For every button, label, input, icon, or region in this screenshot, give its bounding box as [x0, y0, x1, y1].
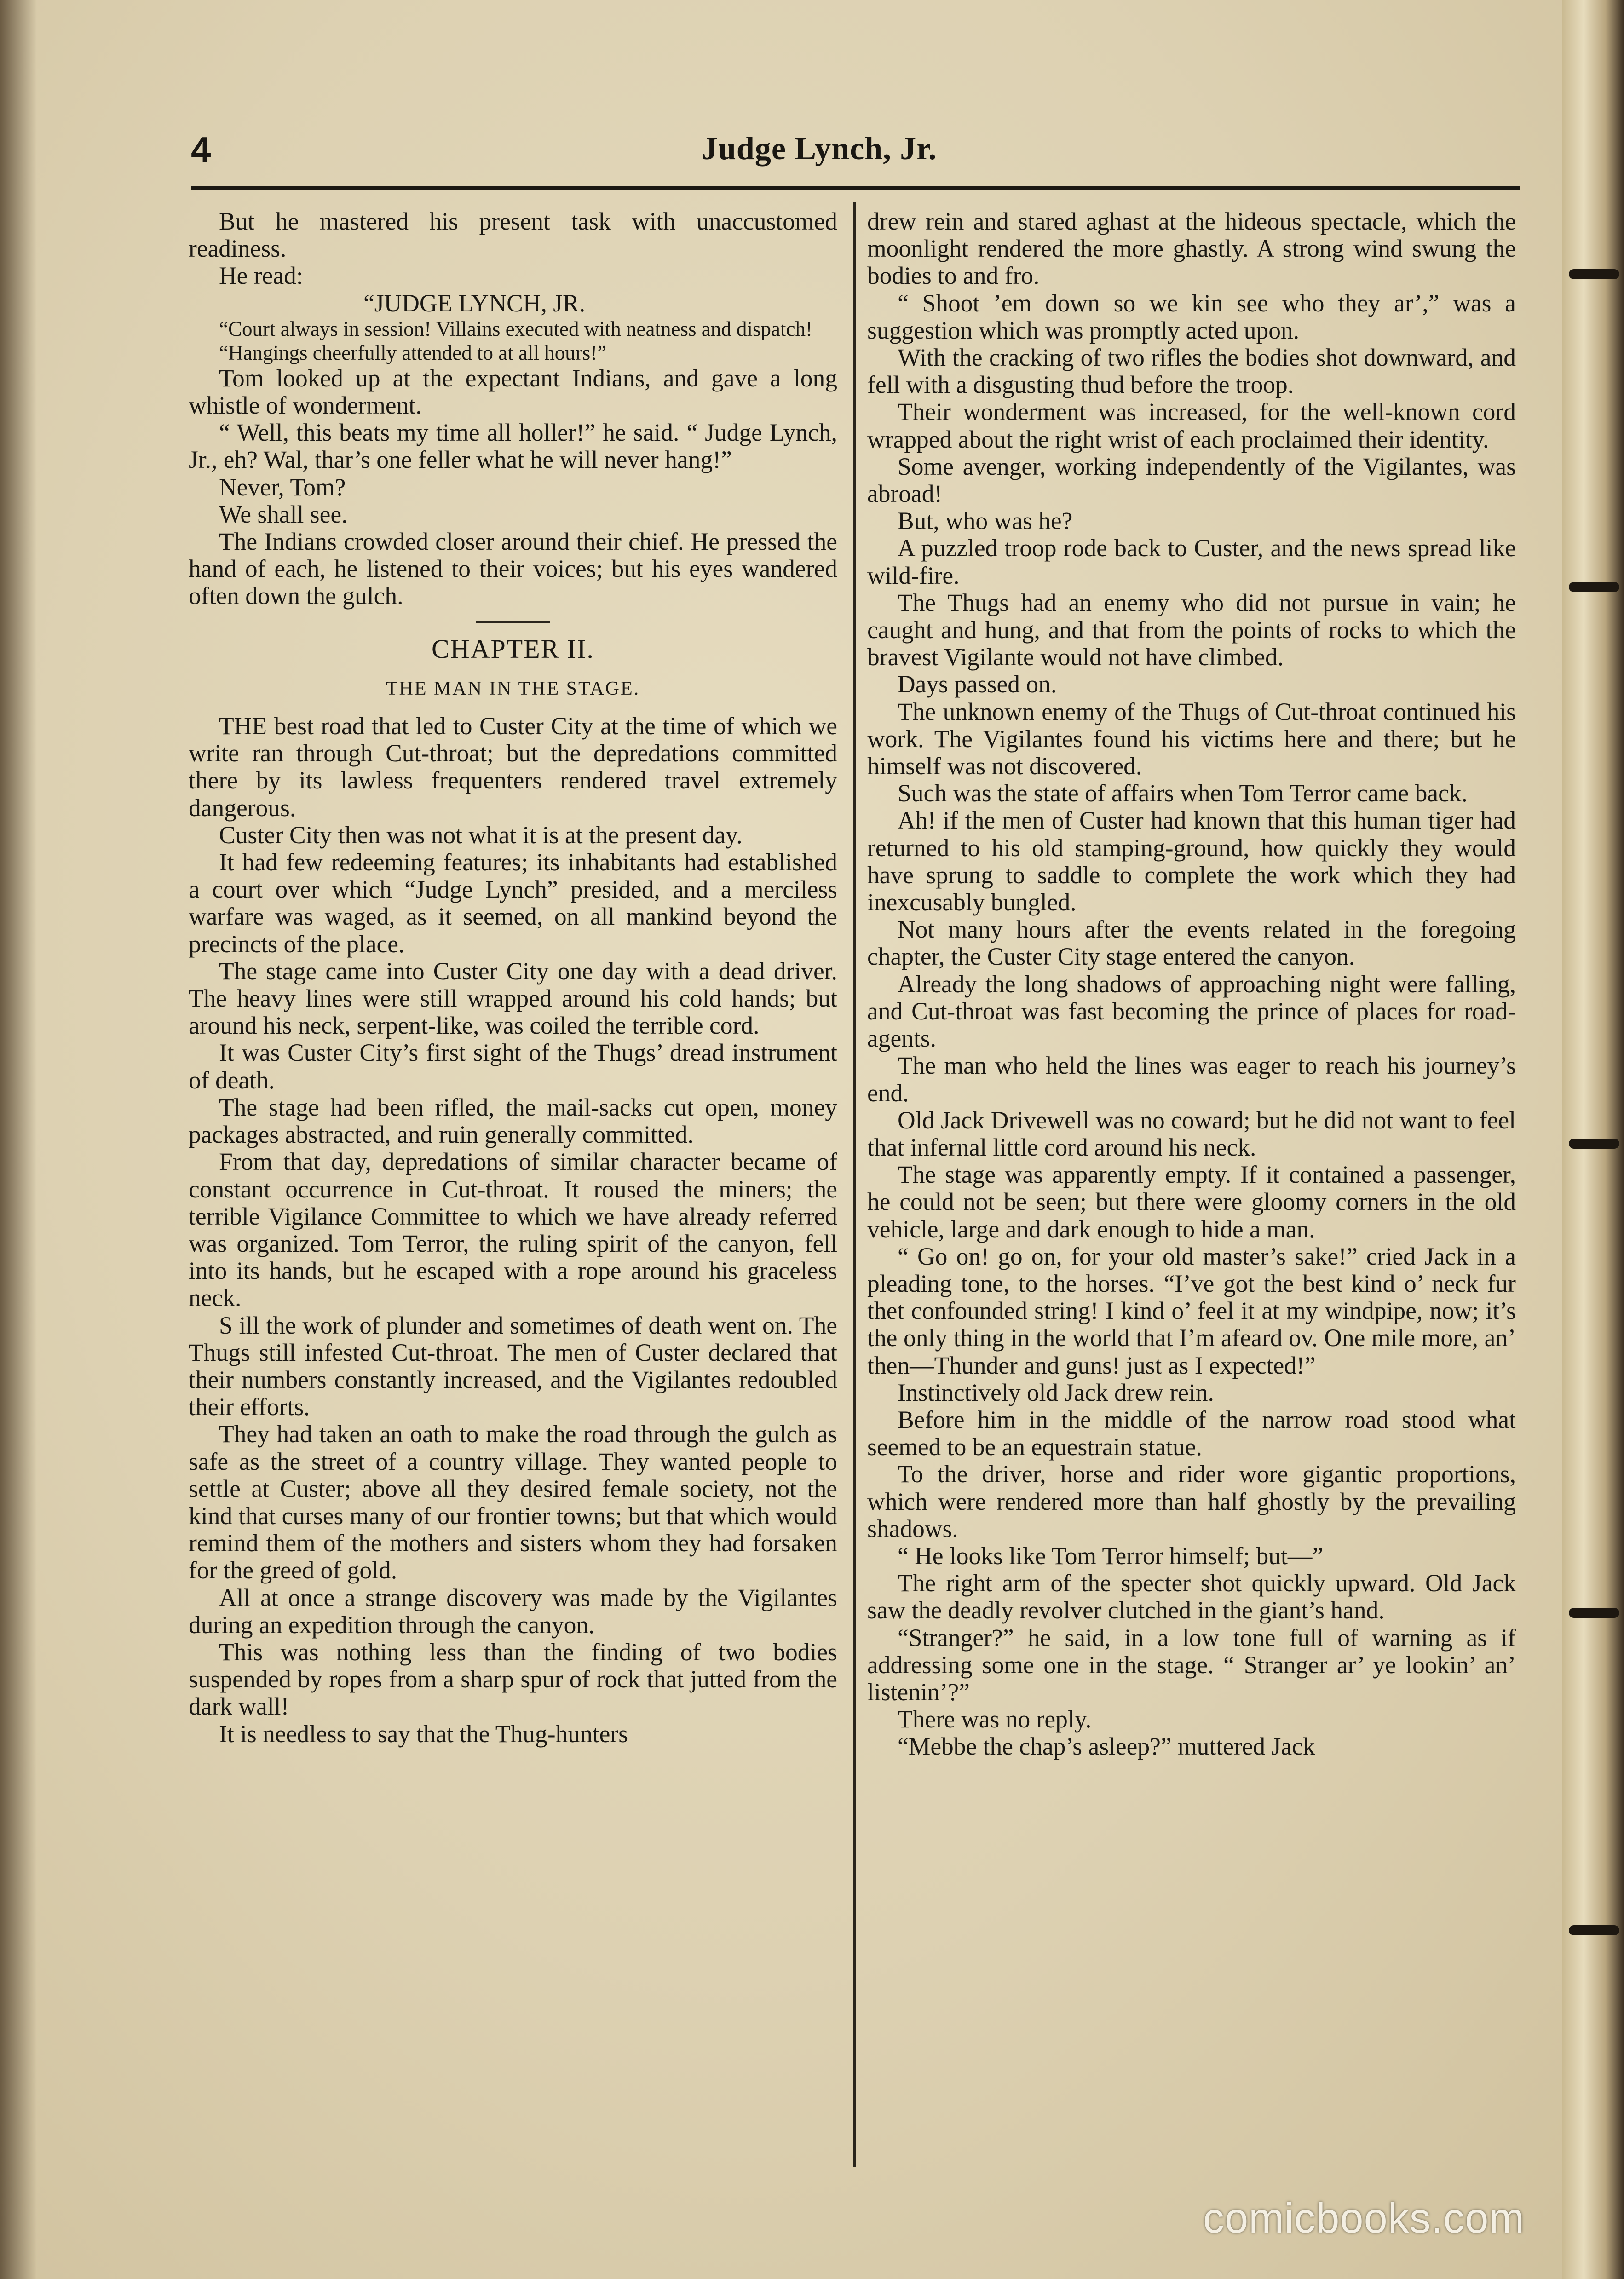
page-header — [191, 124, 1527, 193]
paragraph: This was nothing less than the finding of two bodies suspended by ropes from a sharp spur of rock that jutted from the dark wall! — [189, 1638, 837, 1721]
paragraph: Already the long shadows of approaching night were falling, and Cut-throat was fast becoming the prince of places for road-agents. — [867, 970, 1516, 1053]
paragraph: “ Shoot ’em down so we kin see who they ar’,” was a suggestion which was promptly acted upon. — [867, 289, 1516, 344]
paragraph: There was no reply. — [898, 1705, 1092, 1733]
header-rule — [191, 186, 1520, 190]
paragraph: The stage was apparently empty. If it contained a passenger, he could not be seen; but there were gloomy corners in the old vehicle, large and dark enough to hide a man. — [867, 1161, 1516, 1243]
paragraph: drew rein and stared aghast at the hideous spectacle, which the moonlight rendered the more ghastly. A strong wind swung the bodies to and fro. — [867, 207, 1516, 290]
binding-stitch — [1569, 1608, 1619, 1618]
paragraph: But, who was he? — [898, 507, 1073, 535]
binding-stitch — [1569, 1925, 1619, 1935]
running-title: Judge Lynch, Jr. — [702, 131, 937, 167]
paragraph: Instinctively old Jack drew rein. — [898, 1378, 1214, 1406]
binding-stitch — [1569, 269, 1619, 279]
paragraph: It had few redeeming features; its inhabitants had established a court over which “Judge Lynch” presided, and a merciless warfare was waged, as it seemed, on all mankind beyond the precincts of the place. — [189, 848, 837, 958]
paragraph: The stage had been rifled, the mail-sacks cut open, money packages abstracted, and ruin generally committed. — [189, 1093, 837, 1149]
paragraph: The stage came into Custer City one day with a dead driver. The heavy lines were still wrapped around his cold hands; but around his neck, serpent-like, was coiled the terrible cord. — [189, 957, 837, 1040]
paragraph: Never, Tom? — [219, 473, 346, 501]
paragraph: Before him in the middle of the narrow road stood what seemed to be an equestrain statue. — [867, 1405, 1516, 1461]
paragraph: “ Go on! go on, for your old master’s sake!” cried Jack in a pleading tone, to the horses. “I’ve got the best kind o’ neck fur thet confounded string! I kind o’ feel it at my windpipe, now; it’s the only thing in the world that I’m afeard ov. One mile more, an’ then—Thunder and guns! just as I expected!” — [867, 1242, 1516, 1379]
paragraph: “Stranger?” he said, in a low tone full of warning as if addressing some one in the stage. “ Stranger ar’ ye lookin’ an’ listenin’?” — [867, 1623, 1516, 1706]
paragraph: Custer City then was not what it is at the present day. — [219, 821, 743, 849]
paragraph: Not many hours after the events related in the foregoing chapter, the Custer City stage entered the canyon. — [867, 915, 1516, 971]
paragraph: Days passed on. — [898, 670, 1057, 698]
paragraph: Their wonderment was increased, for the well-known cord wrapped about the right wrist of each proclaimed their identity. — [867, 398, 1516, 453]
paragraph: THE best road that led to Custer City at the time of which we write ran through Cut-throat; but the depredations committed there by its lawless frequenters rendered travel extremely dangerous. — [189, 712, 837, 822]
chapter-title: CHAPTER II. — [432, 633, 594, 664]
paragraph: With the cracking of two rifles the bodies shot downward, and fell with a disgusting thud before the troop. — [867, 344, 1516, 399]
paragraph: A puzzled troop rode back to Custer, and the news spread like wild-fire. — [867, 534, 1516, 589]
paragraph: Some avenger, working independently of the Vigilantes, was abroad! — [867, 452, 1516, 508]
right-column — [867, 208, 1516, 1761]
paragraph: The Indians crowded closer around their chief. He pressed the hand of each, he listened to their voices; but his eyes wandered often down the gulch. — [189, 528, 837, 610]
paragraph: To the driver, horse and rider wore gigantic proportions, which were rendered more than half ghostly by the prevailing shadows. — [867, 1460, 1516, 1542]
paragraph: It was Custer City’s first sight of the Thugs’ dread instrument of death. — [189, 1039, 837, 1094]
paragraph: The right arm of the specter shot quickly upward. Old Jack saw the deadly revolver clutched in the giant’s hand. — [867, 1569, 1516, 1624]
watermark: comicbooks.com — [1203, 2195, 1525, 2242]
paragraph: We shall see. — [219, 500, 348, 528]
paragraph: S ill the work of plunder and sometimes of death went on. The Thugs still infested Cut-throat. The men of Custer declared that their numbers constantly increased, and the Vigilantes redoubled their efforts. — [189, 1311, 837, 1421]
paragraph: But he mastered his present task with unaccustomed readiness. — [189, 207, 837, 263]
paragraph: “ Well, this beats my time all holler!” he said. “ Judge Lynch, Jr., eh? Wal, thar’s one feller what he will never hang!” — [189, 419, 837, 474]
sign-line: “Court always in session! Villains executed with neatness and dispatch! — [219, 317, 812, 340]
sign-heading: “JUDGE LYNCH, JR. — [363, 289, 586, 317]
binding-stitch — [1569, 582, 1619, 592]
sign-line: “Hangings cheerfully attended to at all hours!” — [219, 341, 607, 364]
left-column — [189, 208, 837, 1748]
paragraph: From that day, depredations of similar character became of constant occurrence in Cut-throat. It roused the miners; the terrible Vigilance Committee to which we have already referred was organized. Tom Terror, the ruling spirit of the canyon, fell into its hands, but he escaped with a rope around his graceless neck. — [189, 1148, 837, 1312]
paragraph: The man who held the lines was eager to reach his journey’s end. — [867, 1052, 1516, 1107]
paragraph: Such was the state of affairs when Tom Terror came back. — [898, 779, 1468, 807]
page-number: 4 — [191, 129, 211, 170]
binding-stitch — [1569, 1139, 1619, 1149]
chapter-rule — [476, 621, 550, 623]
paragraph: He read: — [219, 262, 303, 290]
paragraph: “Mebbe the chap’s asleep?” muttered Jack — [898, 1732, 1315, 1761]
paragraph: The unknown enemy of the Thugs of Cut-throat continued his work. The Vigilantes found his victims here and there; but he himself was not discovered. — [867, 697, 1516, 780]
paragraph: Tom looked up at the expectant Indians, and gave a long whistle of wonderment. — [189, 364, 837, 420]
paragraph: It is needless to say that the Thug-hunters — [219, 1720, 628, 1748]
paragraph: All at once a strange discovery was made by the Vigilantes during an expedition through the canyon. — [189, 1583, 837, 1639]
paragraph: Ah! if the men of Custer had known that this human tiger had returned to his old stamping-ground, how quickly they would have sprung to saddle to complete the work which they had inexcusably bungled. — [867, 806, 1516, 916]
paragraph: They had taken an oath to make the road through the gulch as safe as the street of a country village. They wanted people to settle at Custer; above all they desired female society, not the kind that curses many of our frontier towns; but that which would remind them of the mothers and sisters whom they had forsaken for the greed of gold. — [189, 1420, 837, 1584]
paragraph: “ He looks like Tom Terror himself; but—” — [898, 1542, 1324, 1570]
chapter-subtitle: THE MAN IN THE STAGE. — [386, 678, 640, 699]
column-divider — [853, 202, 856, 2167]
paragraph: Old Jack Drivewell was no coward; but he did not want to feel that infernal little cord around his neck. — [867, 1106, 1516, 1161]
paragraph: The Thugs had an enemy who did not pursue in vain; he caught and hung, and that from the points of rocks to which the bravest Vigilante would not have climbed. — [867, 588, 1516, 671]
